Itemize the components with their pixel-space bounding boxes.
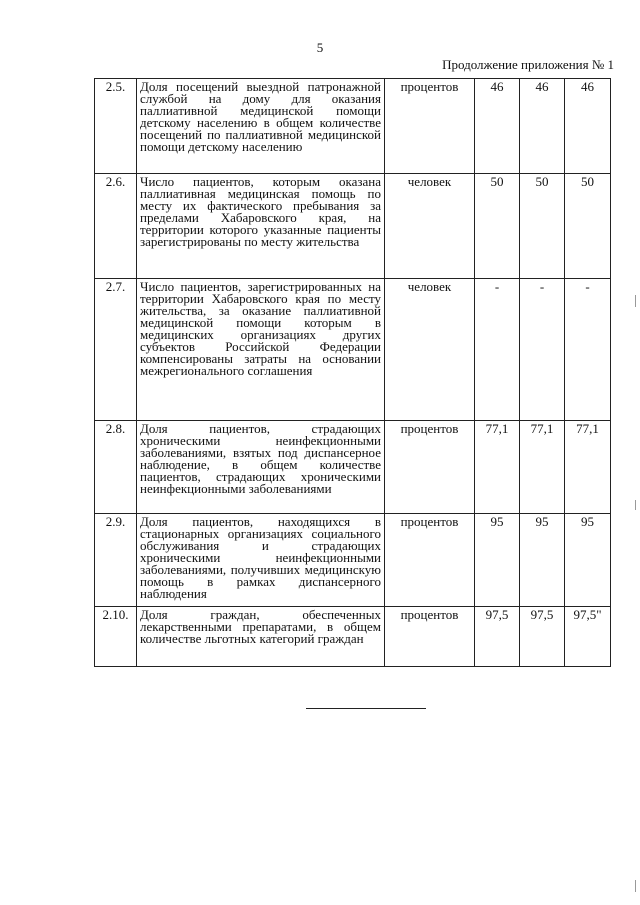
row-description: Доля граждан, обеспеченных лекарственными препаратами, в общем количестве льготных категорий граждан <box>137 607 385 667</box>
row-value-2: 46 <box>520 79 565 174</box>
row-unit: процентов <box>385 421 475 514</box>
row-value-1: 46 <box>475 79 520 174</box>
row-value-3: - <box>565 279 611 421</box>
row-description: Число пациентов, зарегистрированных на территории Хабаровского края по месту жительства, за оказание паллиативной медицинской помощи которым в медицинских организациях других субъектов Российской Федерации компенсированы затраты на основании межрегионального соглашения <box>137 279 385 421</box>
table-row <box>95 421 611 514</box>
row-unit: процентов <box>385 79 475 174</box>
row-value-2: 95 <box>520 514 565 607</box>
row-number: 2.5. <box>95 79 137 174</box>
row-value-3: 97,5" <box>565 607 611 667</box>
row-value-3: 95 <box>565 514 611 607</box>
row-number: 2.9. <box>95 514 137 607</box>
row-value-3: 77,1 <box>565 421 611 514</box>
row-description: Число пациентов, которым оказана паллиативная медицинская помощь по месту их фактического пребывания за пределами Хабаровского края, на территории которого указанные пациенты зарегистрированы по месту жительства <box>137 174 385 279</box>
row-unit: человек <box>385 279 475 421</box>
table-row <box>95 174 611 279</box>
indicators-table <box>94 78 611 667</box>
row-value-1: 97,5 <box>475 607 520 667</box>
table-row <box>95 607 611 667</box>
row-number: 2.7. <box>95 279 137 421</box>
row-unit: процентов <box>385 607 475 667</box>
row-value-2: 97,5 <box>520 607 565 667</box>
table-row <box>95 514 611 607</box>
scan-edge-mark <box>635 880 636 892</box>
appendix-note: Продолжение приложения № 1 <box>442 57 614 72</box>
row-unit: процентов <box>385 514 475 607</box>
scan-edge-mark <box>635 500 636 510</box>
row-value-3: 46 <box>565 79 611 174</box>
page-number: 5 <box>316 40 324 55</box>
row-value-1: - <box>475 279 520 421</box>
separator-line <box>306 708 426 709</box>
scan-edge-mark <box>635 295 636 307</box>
row-value-3: 50 <box>565 174 611 279</box>
table-row <box>95 79 611 174</box>
row-value-2: 77,1 <box>520 421 565 514</box>
row-value-1: 95 <box>475 514 520 607</box>
row-unit: человек <box>385 174 475 279</box>
row-value-1: 50 <box>475 174 520 279</box>
row-value-2: 50 <box>520 174 565 279</box>
row-number: 2.8. <box>95 421 137 514</box>
row-value-1: 77,1 <box>475 421 520 514</box>
row-number: 2.10. <box>95 607 137 667</box>
row-number: 2.6. <box>95 174 137 279</box>
row-description: Доля пациентов, находящихся в стационарных организациях социального обслуживания и страдающих хроническими неинфекционными заболеваниями, получивших медицинскую помощь в рамках диспансерного наблюдения <box>137 514 385 607</box>
row-description: Доля посещений выездной патронажной службой на дому для оказания паллиативной медицинской помощи детскому населению в общем количестве посещений по паллиативной медицинской помощи детскому населению <box>137 79 385 174</box>
row-description: Доля пациентов, страдающих хроническими неинфекционными заболеваниями, взятых под диспансерное наблюдение, в общем количестве пациентов, страдающих хроническими неинфекционными заболеваниями <box>137 421 385 514</box>
row-value-2: - <box>520 279 565 421</box>
table-row <box>95 279 611 421</box>
